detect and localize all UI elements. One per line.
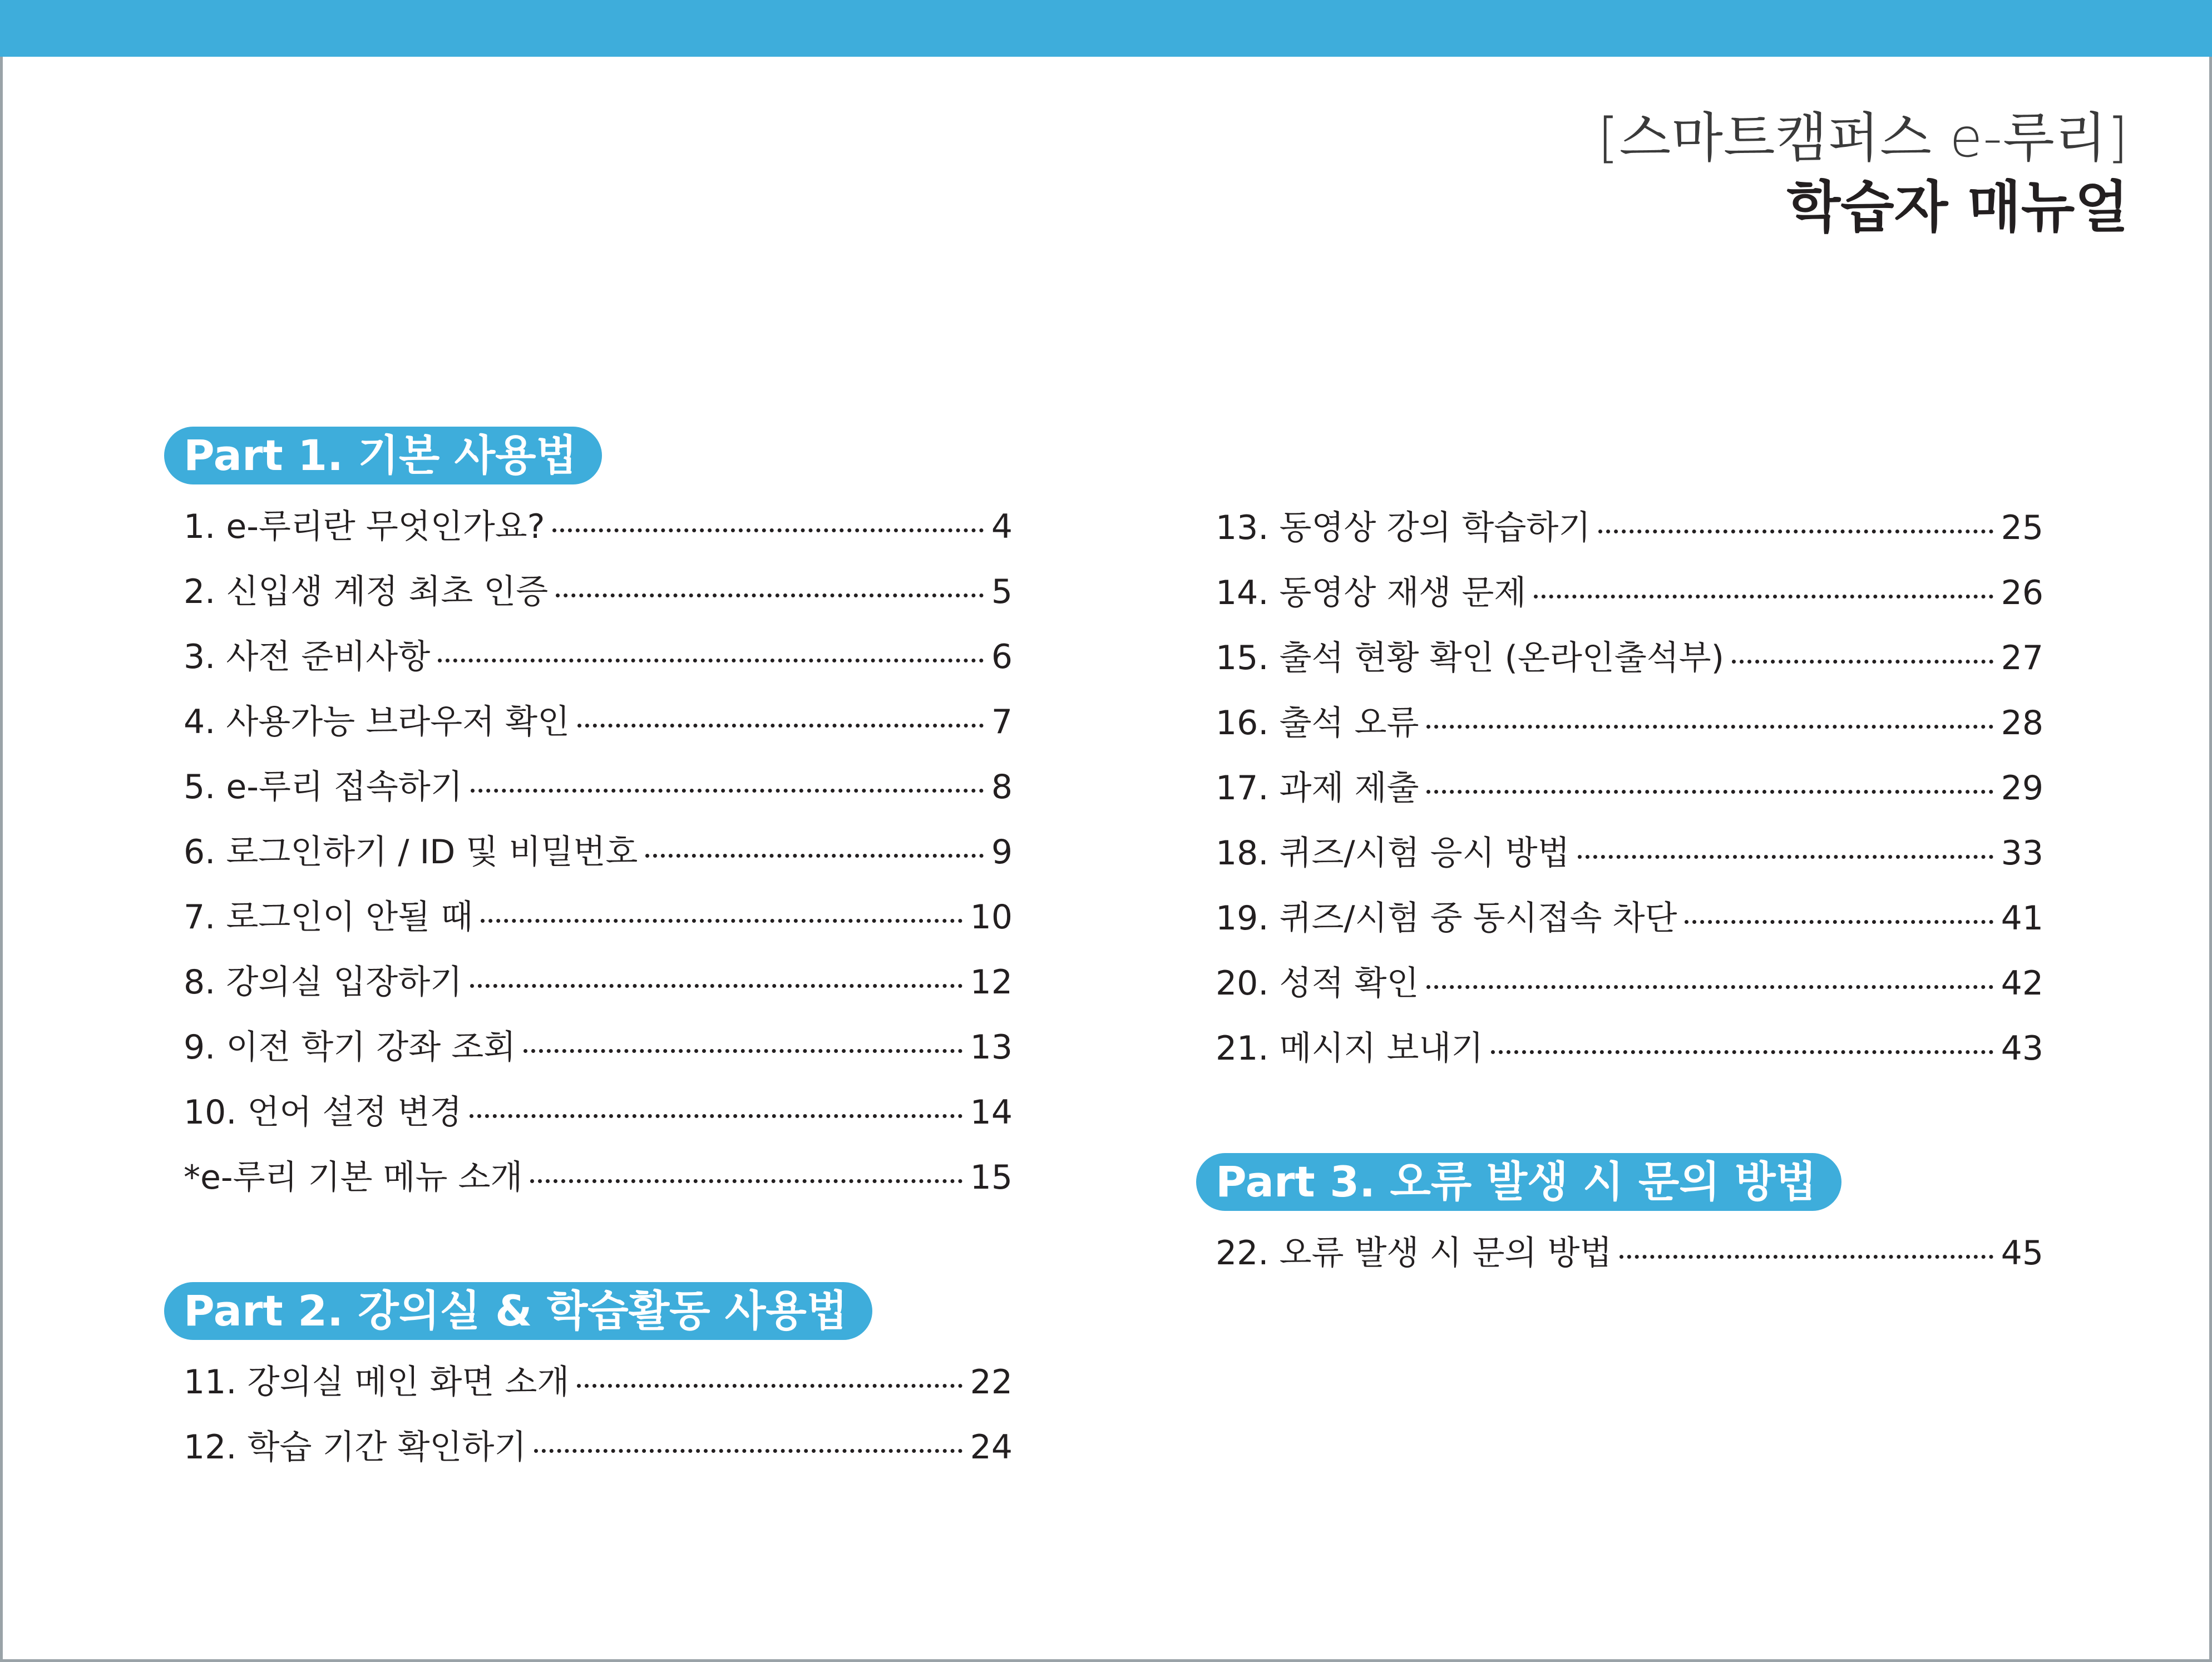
toc-entry bbox=[1196, 1221, 2043, 1286]
toc-dot-leader bbox=[470, 1114, 962, 1118]
toc-entry-page-number: 43 bbox=[2001, 1029, 2043, 1068]
document-subtitle: [스마트캠퍼스 e-루리] bbox=[1597, 107, 2129, 169]
toc-entry bbox=[1196, 886, 2043, 951]
toc-entry bbox=[164, 625, 1013, 690]
section-part-1 bbox=[164, 427, 1013, 1210]
toc-entry-page-number: 33 bbox=[2001, 834, 2043, 873]
toc-entry-title: 9. 이전 학기 강좌 조회 bbox=[184, 1028, 516, 1067]
section-part-2-continued bbox=[1196, 496, 2043, 1081]
toc-entry-page-number: 14 bbox=[970, 1093, 1013, 1132]
toc-dot-leader bbox=[1578, 855, 1993, 859]
toc-entry-page-number: 24 bbox=[970, 1428, 1013, 1467]
toc-entry-page-number: 15 bbox=[970, 1158, 1013, 1197]
part-1-badge: Part 1. 기본 사용법 bbox=[164, 427, 602, 484]
toc-dot-leader bbox=[1491, 1050, 1993, 1054]
toc-dot-leader bbox=[438, 659, 984, 662]
toc-entry-title: 8. 강의실 입장하기 bbox=[184, 963, 463, 1002]
toc-entry-page-number: 27 bbox=[2001, 639, 2043, 677]
toc-entry bbox=[164, 560, 1013, 625]
toc-entry-title: 11. 강의실 메인 화면 소개 bbox=[184, 1363, 570, 1402]
toc-list-part-2-continued bbox=[1196, 496, 2043, 1081]
toc-entry bbox=[164, 690, 1013, 755]
toc-entry-title: 20. 성적 확인 bbox=[1216, 964, 1419, 1003]
toc-entry-page-number: 7 bbox=[991, 703, 1013, 741]
toc-entry-title: 16. 출석 오류 bbox=[1216, 704, 1419, 743]
toc-entry-title: 6. 로그인하기 / ID 및 비밀번호 bbox=[184, 833, 638, 872]
toc-entry-title: 5. e-루리 접속하기 bbox=[184, 768, 463, 807]
toc-dot-leader bbox=[1426, 790, 1993, 794]
top-color-bar bbox=[0, 0, 2212, 57]
toc-entry-title: 22. 오류 발생 시 문의 방법 bbox=[1216, 1234, 1612, 1273]
toc-dot-leader bbox=[577, 1384, 962, 1388]
toc-entry bbox=[1196, 756, 2043, 821]
toc-entry bbox=[164, 1015, 1013, 1080]
section-part-3 bbox=[1196, 1153, 2043, 1286]
toc-dot-leader bbox=[645, 854, 983, 858]
toc-entry-page-number: 41 bbox=[2001, 899, 2043, 938]
toc-list-part-1 bbox=[164, 494, 1013, 1210]
toc-entry-title: 13. 동영상 강의 학습하기 bbox=[1216, 508, 1591, 547]
part-2-badge: Part 2. 강의실 & 학습활동 사용법 bbox=[164, 1282, 872, 1340]
toc-dot-leader bbox=[1685, 920, 1993, 924]
toc-entry bbox=[1196, 561, 2043, 626]
toc-entry-page-number: 4 bbox=[991, 507, 1013, 546]
toc-entry-title: 2. 신입생 계정 최초 인증 bbox=[184, 572, 549, 611]
toc-entry bbox=[164, 820, 1013, 885]
toc-entry bbox=[164, 494, 1013, 560]
toc-dot-leader bbox=[1534, 595, 1993, 598]
toc-entry-title: 7. 로그인이 안될 때 bbox=[184, 898, 473, 937]
toc-entry bbox=[164, 885, 1013, 950]
toc-entry-page-number: 25 bbox=[2001, 508, 2043, 547]
toc-entry-page-number: 13 bbox=[970, 1028, 1013, 1067]
toc-entry-title: *e-루리 기본 메뉴 소개 bbox=[184, 1158, 523, 1197]
toc-entry-page-number: 28 bbox=[2001, 704, 2043, 743]
toc-dot-leader bbox=[534, 1449, 962, 1453]
document-title: 학습자 매뉴얼 bbox=[1786, 175, 2129, 240]
toc-entry-page-number: 29 bbox=[2001, 769, 2043, 808]
toc-entry-title: 12. 학습 기간 확인하기 bbox=[184, 1428, 527, 1467]
part-3-badge: Part 3. 오류 발생 시 문의 방법 bbox=[1196, 1153, 1841, 1211]
toc-entry-page-number: 5 bbox=[991, 572, 1013, 611]
toc-entry-title: 18. 퀴즈/시험 응시 방법 bbox=[1216, 834, 1570, 873]
toc-entry bbox=[1196, 1016, 2043, 1081]
toc-entry-title: 19. 퀴즈/시험 중 동시접속 차단 bbox=[1216, 899, 1677, 938]
toc-entry-page-number: 8 bbox=[991, 768, 1013, 807]
toc-entry bbox=[1196, 626, 2043, 691]
toc-entry-title: 4. 사용가능 브라우저 확인 bbox=[184, 703, 570, 741]
toc-entry-title: 14. 동영상 재생 문제 bbox=[1216, 573, 1527, 612]
toc-dot-leader bbox=[1598, 530, 1993, 533]
toc-list-part-2 bbox=[164, 1350, 1013, 1480]
toc-entry bbox=[164, 1145, 1013, 1210]
toc-dot-leader bbox=[524, 1049, 962, 1053]
toc-dot-leader bbox=[577, 724, 984, 728]
toc-dot-leader bbox=[471, 789, 984, 793]
toc-dot-leader bbox=[1426, 985, 1993, 989]
toc-entry-page-number: 12 bbox=[970, 963, 1013, 1002]
toc-entry-title: 17. 과제 제출 bbox=[1216, 769, 1419, 808]
toc-entry bbox=[164, 1415, 1013, 1480]
toc-entry bbox=[164, 950, 1013, 1015]
section-part-2 bbox=[164, 1282, 1013, 1480]
document-header bbox=[1598, 105, 2129, 244]
toc-entry bbox=[164, 1080, 1013, 1145]
toc-entry bbox=[164, 755, 1013, 820]
toc-entry-page-number: 9 bbox=[991, 833, 1013, 872]
toc-entry-title: 15. 출석 현황 확인 (온라인출석부) bbox=[1216, 639, 1725, 677]
toc-entry-page-number: 45 bbox=[2001, 1234, 2043, 1273]
toc-entry-page-number: 22 bbox=[970, 1363, 1013, 1402]
toc-dot-leader bbox=[1732, 660, 1993, 664]
toc-entry-title: 10. 언어 설정 변경 bbox=[184, 1093, 462, 1132]
toc-dot-leader bbox=[481, 919, 962, 923]
toc-dot-leader bbox=[1620, 1255, 1993, 1259]
toc-entry-page-number: 26 bbox=[2001, 573, 2043, 612]
toc-entry bbox=[1196, 951, 2043, 1016]
toc-dot-leader bbox=[530, 1179, 962, 1183]
toc-entry-page-number: 6 bbox=[991, 637, 1013, 676]
toc-entry-title: 3. 사전 준비사항 bbox=[184, 637, 431, 676]
toc-dot-leader bbox=[1426, 725, 1993, 729]
toc-entry bbox=[1196, 821, 2043, 886]
toc-entry-title: 21. 메시지 보내기 bbox=[1216, 1029, 1484, 1068]
toc-entry-page-number: 10 bbox=[970, 898, 1013, 937]
toc-dot-leader bbox=[552, 528, 983, 532]
toc-entry bbox=[1196, 496, 2043, 561]
toc-entry bbox=[164, 1350, 1013, 1415]
toc-dot-leader bbox=[470, 984, 962, 988]
toc-dot-leader bbox=[556, 593, 984, 597]
toc-entry bbox=[1196, 691, 2043, 756]
toc-entry-page-number: 42 bbox=[2001, 964, 2043, 1003]
toc-entry-title: 1. e-루리란 무엇인가요? bbox=[184, 507, 545, 546]
toc-list-part-3 bbox=[1196, 1221, 2043, 1286]
